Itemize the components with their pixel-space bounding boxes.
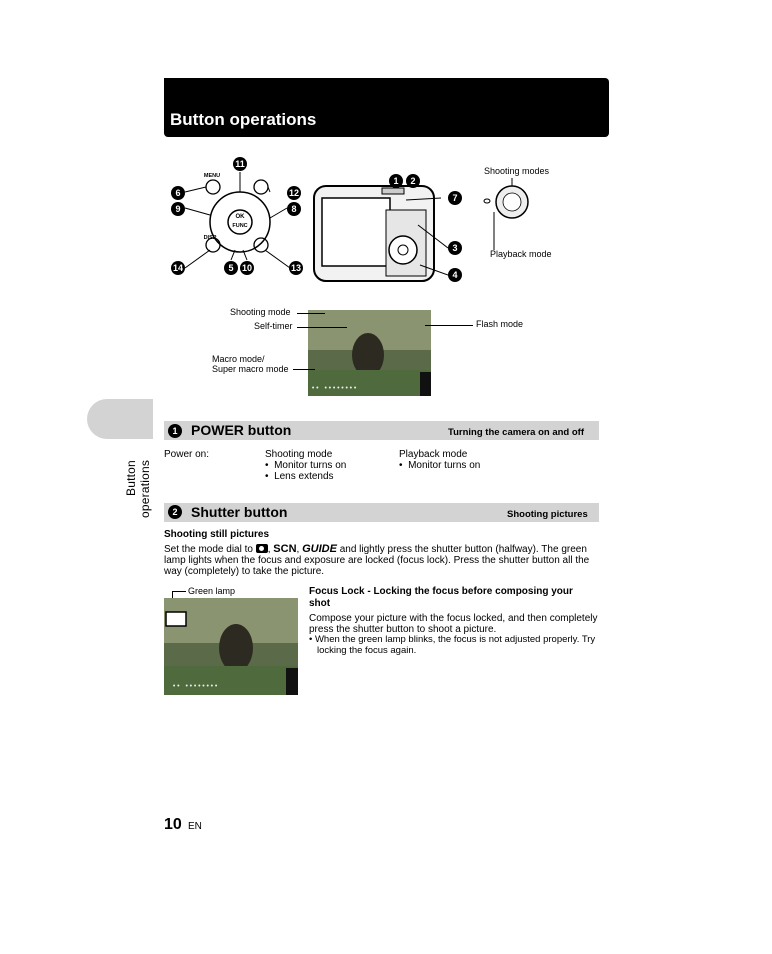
playback-mode-label: Playback mode xyxy=(490,249,552,259)
shooting-mode-callout: Shooting mode xyxy=(230,307,291,317)
focus-lock-photo xyxy=(164,598,298,695)
leader-line xyxy=(297,327,347,328)
focus-lock-bullet-line2: locking the focus again. xyxy=(317,645,417,656)
power-on-label: Power on: xyxy=(164,449,210,460)
camera-illustration xyxy=(308,180,448,305)
svg-text:•• ••••••••: •• •••••••• xyxy=(172,683,219,691)
shooting-mode-heading: Shooting mode xyxy=(265,449,333,460)
super-macro-callout: Super macro mode xyxy=(212,364,289,374)
leader-line xyxy=(425,325,473,326)
number-10: 10 xyxy=(241,263,252,273)
comma: , xyxy=(267,544,274,555)
leader-line xyxy=(293,369,315,370)
monitor-screen-photo xyxy=(308,310,431,396)
lens-extends-text: Lens extends xyxy=(274,471,334,482)
shooting-still-heading: Shooting still pictures xyxy=(164,529,270,540)
shutter-paragraph-line2: lamp lights when the focus and exposure are locked (focus lock). Press the shutter button all the xyxy=(164,555,590,566)
leader-line xyxy=(172,591,186,592)
camera-mode-icon xyxy=(256,544,268,553)
section-2-number: 2 xyxy=(168,505,182,519)
focus-lock-title-line1: Focus Lock - Locking the focus before composing your xyxy=(309,586,573,597)
ok-label: OK xyxy=(235,214,245,220)
scn-icon: SCN xyxy=(273,543,297,555)
section-2-subtitle: Shooting pictures xyxy=(507,509,588,520)
number-5: 5 xyxy=(224,261,238,275)
disp-label: DISP xyxy=(203,235,217,241)
number-13: 13 xyxy=(290,263,301,273)
shutter-paragraph-line1: Set the mode dial to , SCN, GUIDE and lightly press the shutter button (halfway). The green xyxy=(164,543,587,555)
focus-lock-para-line2: press the shutter button to shoot a picture. xyxy=(309,624,497,635)
number-7: 7 xyxy=(448,191,462,205)
green-lamp-callout: Green lamp xyxy=(188,586,236,596)
self-timer-callout: Self-timer xyxy=(254,321,293,331)
mode-dial xyxy=(480,178,540,253)
number-14: 14 xyxy=(172,263,183,273)
para-text: and lightly press the shutter button (halfway). The green xyxy=(336,544,587,555)
guide-icon: GUIDE xyxy=(302,543,337,555)
shutter-paragraph-line3: way (completely) to take the picture. xyxy=(164,566,325,577)
number-4: 4 xyxy=(448,268,462,282)
focus-lock-bullet-line1: • When the green lamp blinks, the focus is not adjusted properly. Try xyxy=(309,634,596,645)
leader-line xyxy=(297,313,325,314)
list-item: • Lens extends xyxy=(265,471,334,482)
number-9: 9 xyxy=(171,202,185,216)
side-tab xyxy=(87,399,153,439)
monitor-turns-on-text: Monitor turns on xyxy=(408,460,481,471)
list-item: • Monitor turns on xyxy=(399,460,481,471)
macro-mode-callout: Macro mode/ xyxy=(212,354,265,364)
button-word: button xyxy=(243,422,292,438)
power-word: POWER xyxy=(191,422,244,438)
playback-mode-heading: Playback mode xyxy=(399,449,468,460)
side-label: Button operations xyxy=(124,460,152,519)
list-item: • Monitor turns on xyxy=(265,460,347,471)
page-number: 10 xyxy=(164,816,182,833)
focus-lock-title-line2: shot xyxy=(309,598,331,609)
section-1-title xyxy=(191,422,291,438)
focus-lock-para-line1: Compose your picture with the focus locked, and then completely xyxy=(309,613,598,624)
svg-text:•• ••••••••: •• •••••••• xyxy=(311,385,358,393)
number-6: 6 xyxy=(171,186,185,200)
number-1: 1 xyxy=(389,174,403,188)
number-12: 12 xyxy=(288,188,299,198)
number-11: 11 xyxy=(233,157,247,171)
flash-mode-callout: Flash mode xyxy=(476,319,524,329)
menu-label: MENU xyxy=(203,173,221,179)
section-1-number: 1 xyxy=(168,424,182,438)
func-label: FUNC xyxy=(232,223,248,229)
page-title: Button operations xyxy=(170,110,317,129)
section-1-subtitle: Turning the camera on and off xyxy=(448,427,584,438)
para-text: Set the mode dial to xyxy=(164,544,256,555)
section-2-title: Shutter button xyxy=(191,504,288,520)
shooting-modes-label: Shooting modes xyxy=(484,166,550,176)
number-2: 2 xyxy=(406,174,420,188)
monitor-turns-on-text: Monitor turns on xyxy=(274,460,347,471)
number-8: 8 xyxy=(287,202,301,216)
number-3: 3 xyxy=(448,241,462,255)
language-code: EN xyxy=(188,821,202,832)
